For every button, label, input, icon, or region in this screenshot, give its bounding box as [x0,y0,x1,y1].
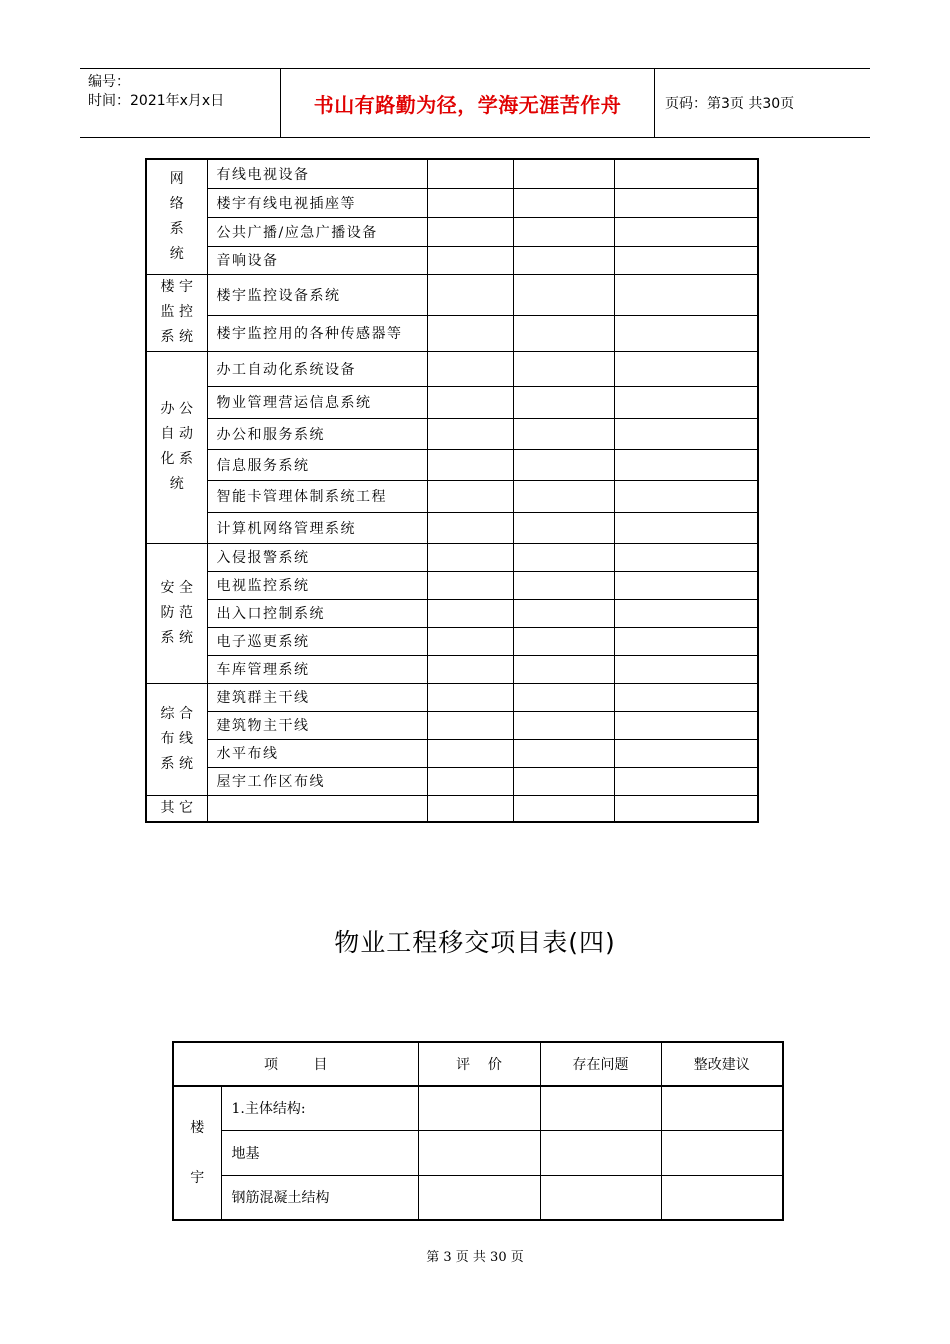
empty-cell [614,543,758,571]
table-row [146,386,758,418]
item-cell: 楼宇监控用的各种传感器等 [207,315,427,351]
empty-cell [513,571,614,599]
group-label-line: 统 [169,476,184,492]
table-row [146,217,758,246]
empty-cell [513,655,614,683]
empty-cell [614,512,758,543]
empty-cell [540,1130,661,1175]
empty-cell [427,627,513,655]
group-label-line: 楼 宇 [160,279,193,295]
header-page-info: 页码：第3页 共30页 [665,96,795,112]
table-row [146,351,758,386]
empty-cell [427,274,513,315]
group-cell [146,274,207,351]
empty-cell [614,480,758,512]
empty-cell [427,217,513,246]
group-label-line: 综 合 [160,705,193,722]
item-cell: 音响设备 [207,246,427,274]
group-label-line: 办 公 [160,401,193,417]
item-cell: 建筑群主干线 [207,683,427,711]
table-row [146,739,758,767]
empty-cell [513,315,614,351]
table-row [146,599,758,627]
item-cell: 电子巡更系统 [207,627,427,655]
empty-cell [661,1086,783,1130]
item-cell: 有线电视设备 [207,159,427,188]
empty-cell [614,627,758,655]
empty-cell [427,386,513,418]
item-cell: 出入口控制系统 [207,599,427,627]
empty-cell [661,1130,783,1175]
empty-cell [427,449,513,480]
empty-cell [513,599,614,627]
table-row [173,1175,783,1220]
empty-cell [614,274,758,315]
item-cell: 信息服务系统 [207,449,427,480]
group-label-line: 系 统 [160,329,193,345]
empty-cell [513,217,614,246]
empty-cell [427,480,513,512]
empty-cell [427,767,513,795]
empty-cell [614,571,758,599]
empty-cell [513,386,614,418]
empty-cell [614,795,758,822]
empty-cell [427,571,513,599]
item-cell: 办工自动化系统设备 [207,351,427,386]
table-row [146,246,758,274]
empty-cell [614,449,758,480]
item-cell: 电视监控系统 [207,571,427,599]
empty-cell [513,543,614,571]
page-footer: 第 3 页 共 30 页 [426,1250,524,1265]
group-cell [146,683,207,795]
empty-cell [540,1086,661,1130]
empty-cell [427,739,513,767]
empty-cell [427,599,513,627]
item-cell: 地基 [221,1130,418,1175]
group-cell [146,159,207,274]
empty-cell [427,418,513,449]
empty-cell [513,246,614,274]
empty-cell [513,627,614,655]
empty-cell [513,480,614,512]
item-cell [207,795,427,822]
section-title: 物业工程移交项目表(四) [334,928,616,957]
empty-cell [614,217,758,246]
empty-cell [614,683,758,711]
table-row [146,449,758,480]
empty-cell [427,351,513,386]
item-cell: 屋宇工作区布线 [207,767,427,795]
time-label: 时间：2021年x月x日 [88,93,225,109]
empty-cell [427,711,513,739]
empty-cell [418,1175,540,1220]
header-suggestions: 整改建议 [661,1042,783,1086]
empty-cell [513,795,614,822]
item-cell: 入侵报警系统 [207,543,427,571]
table-row [173,1130,783,1175]
group-label-line: 自 动 [160,426,193,442]
empty-cell [427,543,513,571]
table-row [146,512,758,543]
empty-cell [614,599,758,627]
item-cell: 物业管理营运信息系统 [207,386,427,418]
table-row [146,655,758,683]
group-cell [146,351,207,543]
group-label-line: 布 线 [160,730,193,747]
empty-cell [614,351,758,386]
header-motto: 书山有路勤为径，学海无涯苦作舟 [281,69,655,137]
table-row [146,159,758,188]
table-row [146,767,758,795]
empty-cell [614,418,758,449]
table-header-row [173,1042,783,1086]
page-header [80,68,870,138]
table-row [146,683,758,711]
empty-cell [614,739,758,767]
empty-cell [513,739,614,767]
table-row [146,543,758,571]
item-cell: 水平布线 [207,739,427,767]
table-row [146,315,758,351]
empty-cell [513,512,614,543]
group-label-line: 防 范 [160,604,193,621]
empty-cell [513,767,614,795]
table-row [146,480,758,512]
number-label: 编号： [88,74,130,90]
group-cell [146,543,207,683]
header-meta [80,69,281,137]
item-cell: 办公和服务系统 [207,418,427,449]
empty-cell [614,767,758,795]
group-cell [146,795,207,822]
empty-cell [427,315,513,351]
empty-cell [540,1175,661,1220]
empty-cell [427,512,513,543]
group-label-line: 网 [169,170,184,187]
empty-cell [427,683,513,711]
item-cell: 钢筋混凝土结构 [221,1175,418,1220]
empty-cell [661,1175,783,1220]
table-row [146,627,758,655]
empty-cell [614,315,758,351]
group-char: 宇 [190,1169,205,1186]
item-cell: 1.主体结构: [221,1086,418,1130]
table-row [146,188,758,217]
table-row [146,795,758,822]
empty-cell [614,188,758,217]
group-label-line: 监 控 [160,304,193,320]
empty-cell [614,711,758,739]
empty-cell [418,1086,540,1130]
group-label-line: 化 系 [160,451,193,467]
empty-cell [513,351,614,386]
table-row [146,274,758,315]
table-row [146,571,758,599]
group-label-line: 安 全 [160,579,193,596]
empty-cell [427,188,513,217]
group-cell [173,1086,221,1220]
empty-cell [427,159,513,188]
empty-cell [427,655,513,683]
item-cell: 公共广播/应急广播设备 [207,217,427,246]
empty-cell [614,159,758,188]
item-cell: 智能卡管理体制系统工程 [207,480,427,512]
item-cell: 楼宇有线电视插座等 [207,188,427,217]
header-evaluation: 评 价 [418,1042,540,1086]
empty-cell [513,188,614,217]
empty-cell [513,711,614,739]
table-row [146,418,758,449]
empty-cell [614,246,758,274]
group-label-line: 系 统 [160,755,193,772]
group-label-line: 统 [169,245,184,262]
group-label-line: 系 [169,220,184,237]
item-cell: 楼宇监控设备系统 [207,274,427,315]
table-row [173,1086,783,1130]
item-cell: 车库管理系统 [207,655,427,683]
table-row [146,711,758,739]
empty-cell [614,655,758,683]
empty-cell [614,386,758,418]
empty-cell [513,418,614,449]
header-issues: 存在问题 [540,1042,661,1086]
empty-cell [513,274,614,315]
handover-table [172,1041,784,1221]
item-cell: 计算机网络管理系统 [207,512,427,543]
group-label-line: 系 统 [160,629,193,646]
group-label-line: 络 [169,195,184,212]
empty-cell [513,159,614,188]
header-item: 项 目 [173,1042,418,1086]
empty-cell [427,246,513,274]
group-label-line: 其 它 [160,799,193,816]
item-cell: 建筑物主干线 [207,711,427,739]
group-char: 楼 [190,1119,205,1136]
empty-cell [427,795,513,822]
empty-cell [513,449,614,480]
empty-cell [513,683,614,711]
equipment-table [145,158,759,823]
empty-cell [418,1130,540,1175]
